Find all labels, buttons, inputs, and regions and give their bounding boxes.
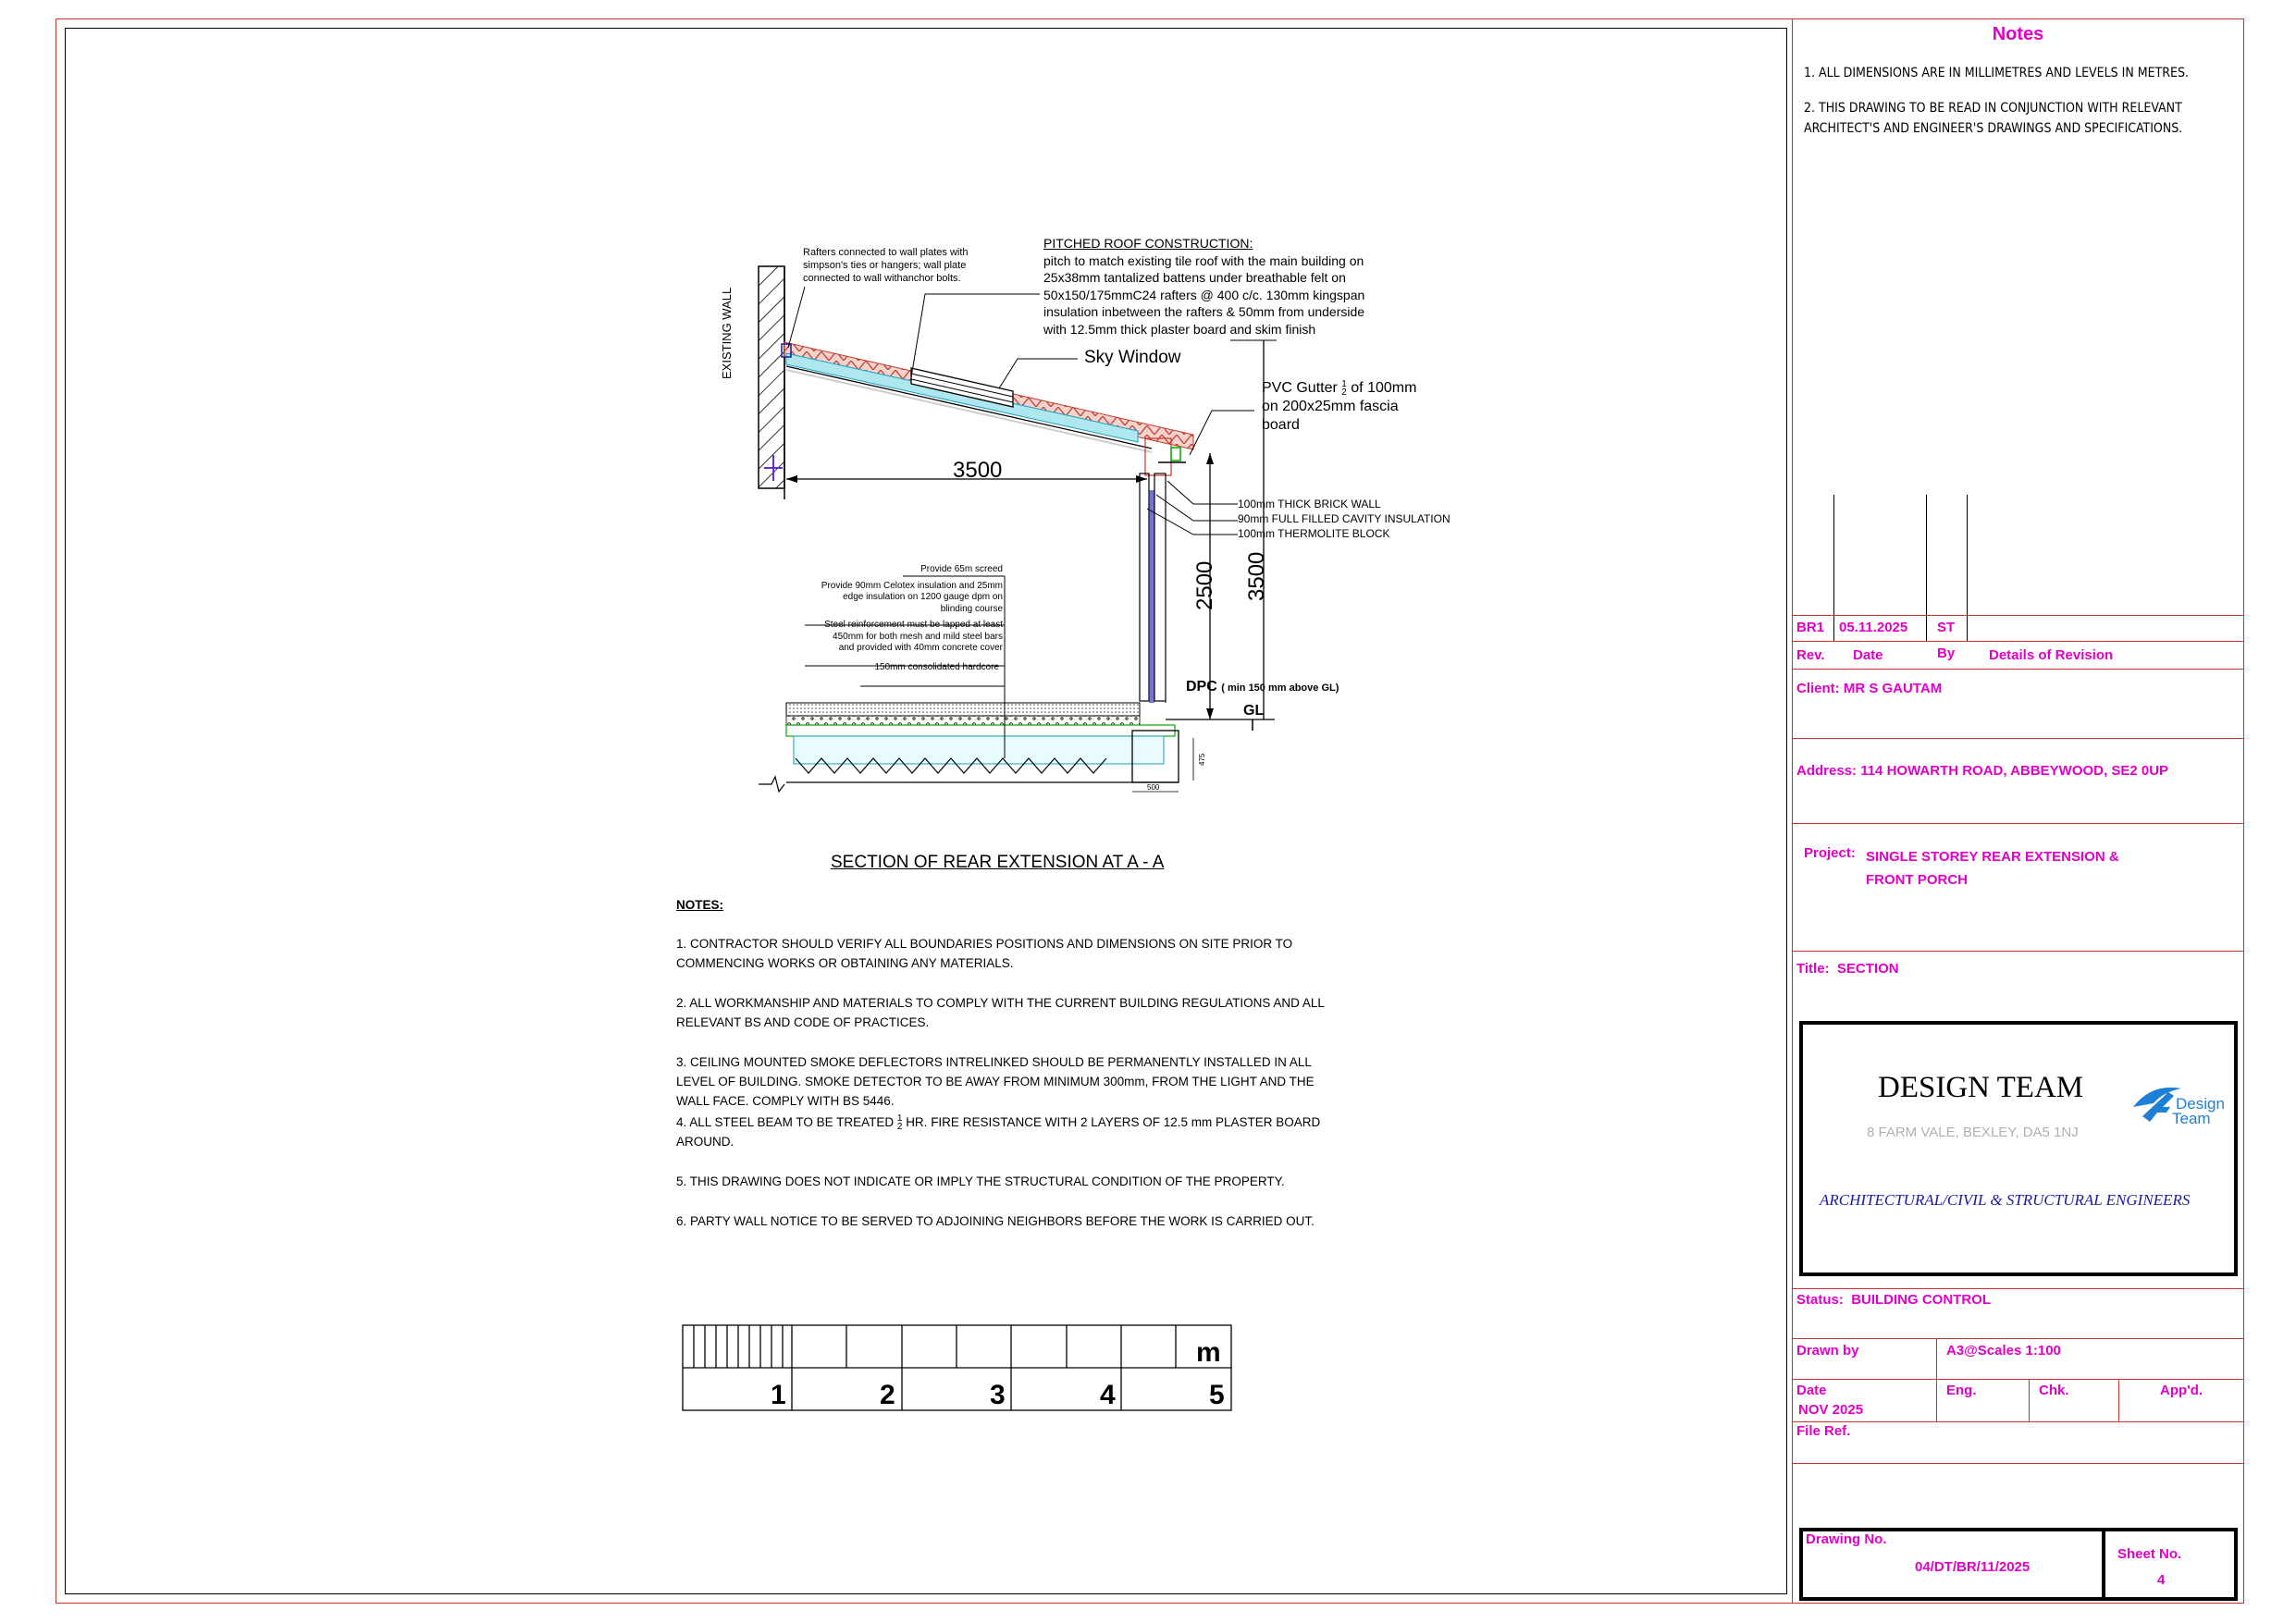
logo-text: Design [2176,1095,2225,1113]
arrow-icon [1136,475,1147,483]
existing-wall-label: EXISTING WALL [720,287,734,379]
floor-note: Provide 90mm Celotex insulation and 25mm [821,580,1003,591]
dpc-label [1186,679,1339,695]
project-line: SINGLE STOREY REAR EXTENSION & [1866,849,2119,865]
details-header: Details of Revision [1989,647,2114,663]
note-line: 3. CEILING MOUNTED SMOKE DEFLECTORS INTRELINKED SHOULD BE PERMANENTLY INSTALLED IN ALL [676,1055,1312,1069]
roof-underside [786,366,1152,449]
screed [786,703,1140,716]
row-line [1792,823,2244,824]
leader-line [1147,509,1238,535]
gutter-note-line: on 200x25mm fascia [1262,399,1399,414]
roof-note-line: insulation inbetween the rafters & 50mm from underside [1043,304,1365,319]
scale-value: A3@Scales 1:100 [1946,1343,2061,1359]
roof-note-line: 50x150/175mmC24 rafters @ 400 c/c. 130mm kingspan [1043,287,1365,302]
row-line [1792,1463,2244,1464]
appd-label: App'd. [2160,1383,2203,1398]
row-line [1792,951,2244,952]
client-row [1796,681,1942,696]
arrow-icon [1206,708,1214,719]
client-row-line [1792,669,2244,670]
status-value: BUILDING CONTROL [1851,1292,1992,1308]
roof-note-line: pitch to match existing tile roof with the main building on [1043,252,1364,268]
scale-unit: m [1196,1337,1221,1368]
date-label: Date [1796,1383,1827,1398]
dimension-475: 475 [1198,753,1206,766]
by-header: By [1937,646,1956,661]
project-value [1866,845,2119,891]
rafters-note-line: Rafters connected to wall plates with [803,247,969,258]
floor-note: and provided with 40mm concrete cover [838,643,1003,653]
note-line: COMMENCING WORKS OR OBTAINING ANY MATERIALS. [676,956,1014,970]
half-fraction: 1 2 [1341,378,1347,398]
titleblock-notes [1804,63,2239,139]
floor-note: 450mm for both mesh and mild steel bars [833,631,1003,642]
sheet-no-value: 4 [2157,1572,2166,1588]
drawn-by-label: Drawn by [1796,1343,1859,1359]
company-address: 8 FARM VALE, BEXLEY, DA5 1NJ [1867,1125,2079,1140]
rev-col-line [1967,495,1968,641]
chk-label: Chk. [2039,1383,2069,1398]
scale-label: 2 [880,1380,895,1410]
wall-notes [1238,497,1450,541]
title-value: SECTION [1836,961,1899,977]
note-line: 1. CONTRACTOR SHOULD VERIFY ALL BOUNDARIES POSITIONS AND DIMENSIONS ON SITE PRIOR TO [676,937,1293,951]
general-note [676,1172,1352,1191]
date-header: Date [1853,647,1883,663]
drawing-no-label: Drawing No. [1806,1531,1887,1547]
section-drawing [0,0,1785,925]
leader-line [1190,411,1254,455]
company-tagline: ARCHITECTURAL/CIVIL & STRUCTURAL ENGINEERS [1820,1191,2191,1209]
sheet-no-label: Sheet No. [2117,1546,2182,1562]
roof-construction-note [1043,235,1364,338]
project-label: Project: [1804,845,1856,861]
rev-by: ST [1937,620,1956,635]
dpm-layer [786,725,1175,736]
row-line [1792,1338,2244,1339]
rev-date: 05.11.2025 [1839,620,1908,635]
roof-heading: PITCHED ROOF CONSTRUCTION: [1043,236,1253,251]
col-line [2118,1379,2119,1421]
note-line: 6. PARTY WALL NOTICE TO BE SERVED TO ADJOINING NEIGHBORS BEFORE THE WORK IS CARRIED OUT. [676,1214,1315,1228]
wall-note: 90mm FULL FILLED CAVITY INSULATION [1238,512,1450,525]
general-note [676,1211,1352,1231]
note-line: AROUND. [676,1135,734,1149]
rafters-note-line: simpson's ties or hangers; wall plate [803,260,967,271]
status-label: Status: [1796,1292,1844,1308]
col-line [1936,1338,1937,1421]
dimension-2500: 2500 [1192,560,1217,610]
leader-line [1167,481,1238,504]
rev-col-line [1926,495,1927,641]
section-title: SECTION OF REAR EXTENSION AT A - A [831,853,1165,872]
gutter-note-line: board [1262,417,1300,433]
scale-label: 1 [771,1380,786,1410]
drawing-no-value: 04/DT/BR/11/2025 [1915,1559,2031,1575]
status-row [1796,1292,1991,1308]
address-value: 114 HOWARTH ROAD, ABBEYWOOD, SE2 0UP [1860,763,2169,779]
cavity-insulation [1149,490,1154,703]
outer-leaf [1154,473,1166,701]
drawing-no-divider [2102,1528,2105,1601]
wall-note: 100mm THERMOLITE BLOCK [1238,527,1390,540]
note-line: 4. ALL STEEL BEAM TO BE TREATED [676,1115,895,1129]
floor-notes [796,564,1003,673]
row-line [1792,1379,2244,1380]
general-note [676,934,1352,973]
dpc-note: ( min 150 mm above GL) [1221,682,1339,694]
floor-note: edge insulation on 1200 gauge dpm on [843,592,1003,602]
note-line: RELEVANT BS AND CODE OF PRACTICES. [676,1015,930,1029]
row-line [1792,738,2244,739]
gl-label: GL [1243,703,1265,719]
floor-note: blinding course [940,603,1003,614]
project-line: FRONT PORCH [1866,872,1968,888]
arrow-icon [786,475,797,483]
client-label: Client: [1796,681,1840,696]
dpc: DPC [1186,679,1217,695]
note-line: LEVEL OF BUILDING. SMOKE DETECTOR TO BE AWAY FROM MINIMUM 300mm, FROM THE LIGHT AND THE [676,1075,1315,1088]
leader-line [911,294,1040,377]
leader-line [788,287,805,348]
leader-line [1156,495,1238,521]
general-notes [676,934,1352,1231]
scale-label: 5 [1209,1380,1225,1410]
notes-heading-main: NOTES: [676,898,724,912]
scale-label: 3 [990,1380,1006,1410]
rev-row-line [1792,615,2244,616]
roof-note-line: 25x38mm tantalized battens under breathable felt on [1043,270,1346,285]
wall-note: 100mm THICK BRICK WALL [1238,498,1381,510]
titleblock-note: 2. THIS DRAWING TO BE READ IN CONJUNCTION WITH RELEVANT ARCHITECT'S AND ENGINEER'S DRAWINGS AND SPECIFICATIONS. [1804,101,2183,136]
client-name: MR S GAUTAM [1843,681,1943,696]
dimension-500: 500 [1147,783,1160,792]
inner-leaf [1140,473,1149,701]
floor-note: 150mm consolidated hardcore [874,661,999,672]
gutter-note-line: of 100mm [1351,380,1417,396]
gutter-note-line: PVC Gutter [1262,380,1338,396]
design-team-logo-icon [2126,1076,2228,1140]
company-box [1799,1021,2238,1276]
floor-note: Steel reinforcement must be lapped at least [824,620,1003,630]
address-label: Address: [1796,763,1858,779]
logo-text: Team [2172,1110,2211,1127]
note-line: 5. THIS DRAWING DOES NOT INDICATE OR IMPLY THE STRUCTURAL CONDITION OF THE PROPERTY. [676,1174,1285,1188]
rafters-note [803,246,969,285]
eng-label: Eng. [1946,1383,1977,1398]
roof-note-line: with 12.5mm thick plaster board and skim finish [1043,321,1316,337]
gutter-note [1262,379,1416,435]
row-line [1792,1288,2244,1289]
sky-window-label: Sky Window [1084,348,1181,367]
leader-line [999,359,1078,388]
col-line [2029,1379,2030,1421]
rafters-note-line: connected to wall withanchor bolts. [803,273,961,284]
half-fraction: 1 2 [896,1113,903,1133]
title-block [1792,18,2244,1604]
gutter-icon [1171,448,1180,461]
note-line: 2. ALL WORKMANSHIP AND MATERIALS TO COMPLY WITH THE CURRENT BUILDING REGULATIONS AND ALL [676,996,1325,1010]
general-note [676,1052,1352,1111]
company-name: DESIGN TEAM [1878,1071,2084,1104]
title-row [1796,961,1899,977]
existing-wall-hatch [759,266,784,488]
rev-code: BR1 [1796,620,1825,635]
rev-col-line [1833,495,1834,641]
dimension-3500-vertical: 3500 [1244,551,1269,601]
title-label: Title: [1796,961,1830,977]
note-line: HR. FIRE RESISTANCE WITH 2 LAYERS OF 12.5 mm PLASTER BOARD [906,1115,1321,1129]
rev-header: Rev. [1796,647,1825,663]
general-note [676,1113,1352,1151]
notes-heading: Notes [1992,24,2044,44]
arrow-icon [1206,453,1214,464]
address-row [1796,763,2168,779]
row-line [1792,1421,2244,1422]
general-note [676,993,1352,1032]
file-ref-label: File Ref. [1796,1423,1851,1439]
titleblock-note: 1. ALL DIMENSIONS ARE IN MILLIMETRES AND LEVELS IN METRES. [1804,66,2189,80]
floor-note: Provide 65m screed [920,564,1003,574]
celotex-layer [786,716,1140,725]
break-line [759,777,784,792]
note-line: WALL FACE. COMPLY WITH BS 5446. [676,1094,895,1108]
dimension-span: 3500 [953,458,1003,483]
date-value: NOV 2025 [1798,1402,1864,1418]
scale-label: 4 [1100,1380,1116,1410]
rev-row-line [1792,641,2244,642]
scale-bar [682,1324,1233,1413]
